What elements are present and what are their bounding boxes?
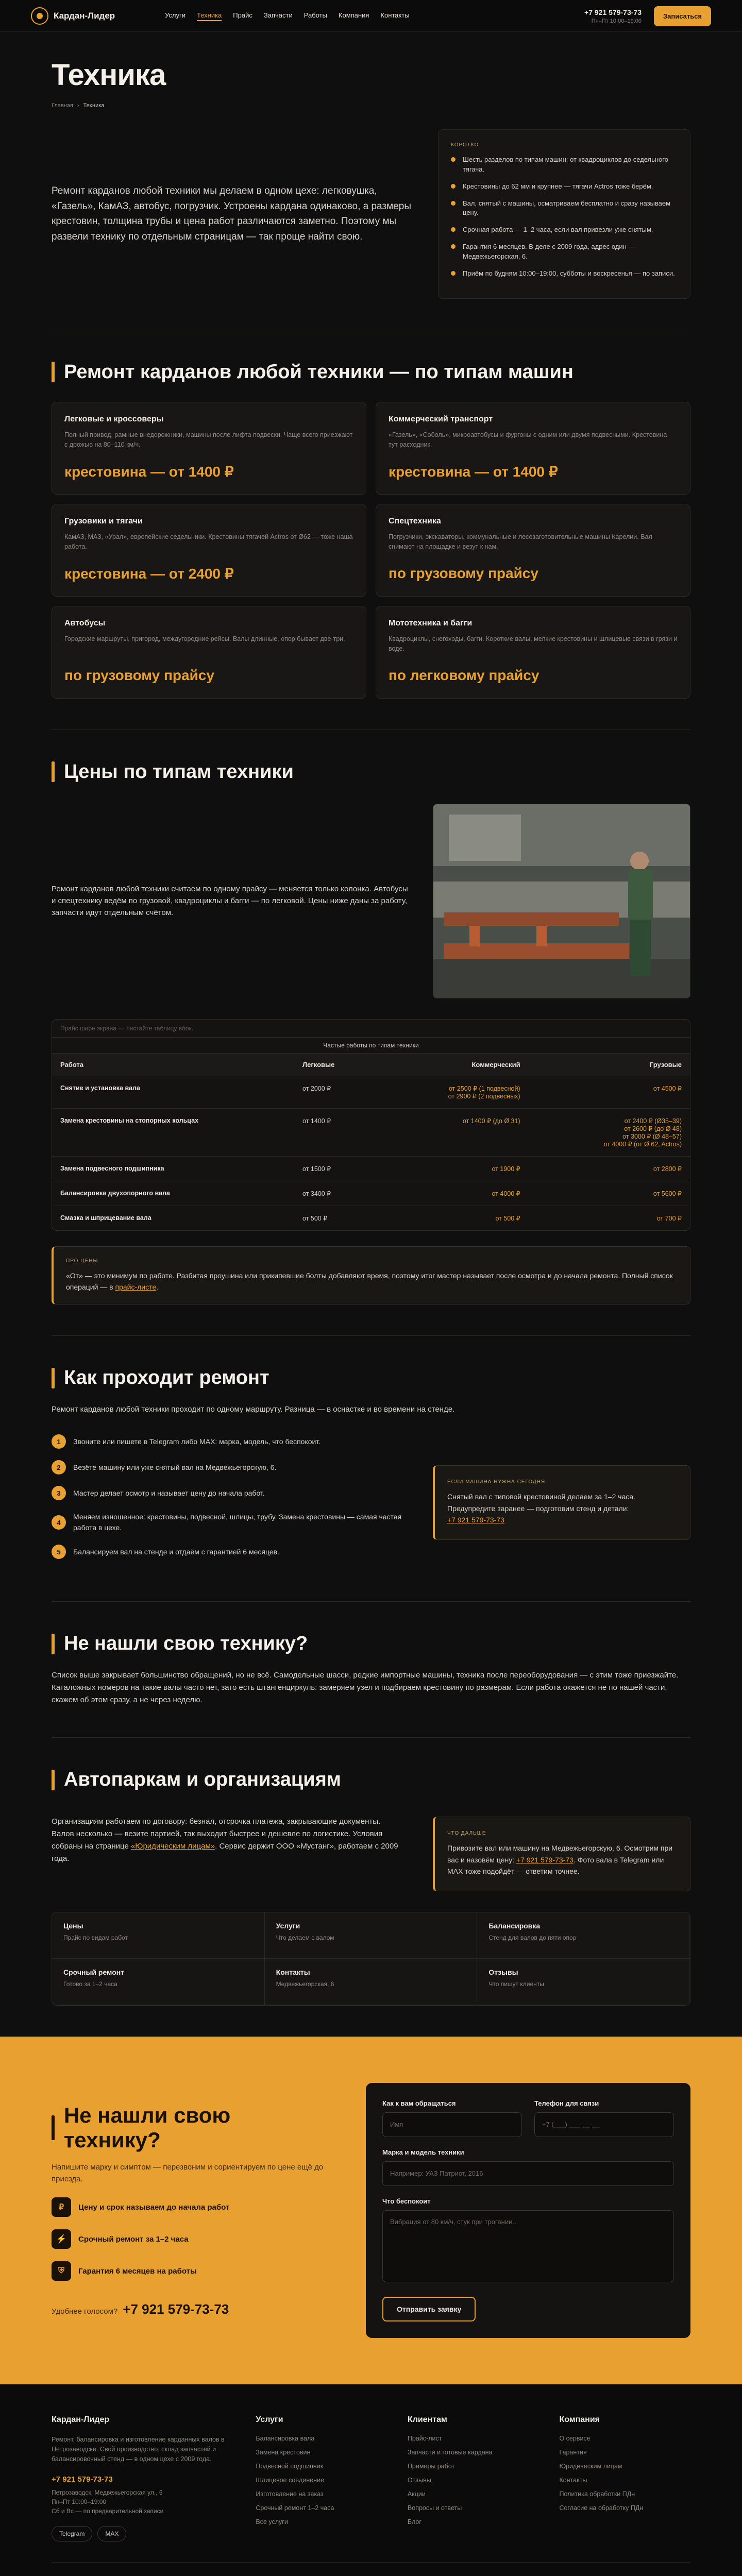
cta-phone[interactable]: +7 921 579-73-73 (123, 2301, 229, 2317)
footer-link[interactable]: Замена крестовин (256, 2448, 311, 2456)
ruble-icon: ₽ (52, 2197, 71, 2217)
phone-input[interactable]: +7 (___) ___-__-__ (534, 2112, 674, 2137)
nav-item-parts[interactable]: Запчасти (263, 11, 293, 19)
table-header-row (52, 1053, 690, 1076)
notfound-text: Список выше закрывает большинство обращений, но не всё. Самодельные шасси, редкие импортные машины, техника после переоборудования — с этим тоже приезжайте. Каталожных номеров на такие валы часто нет, зато есть штангенциркуль: замеряем узел и подбираем крестовину по размерам. Если работа окажется не по нашей части, скажем об этом сразу, а не через неделю. (52, 1671, 679, 1705)
pricelist-link[interactable]: прайс-листе (115, 1282, 157, 1291)
urgent-box (433, 1465, 690, 1539)
step-number: 5 (52, 1545, 66, 1559)
table-hint: Прайс шире экрана — листайте таблицу вбок. (52, 1020, 690, 1038)
type-card[interactable] (376, 606, 690, 699)
footer-link[interactable]: Все услуги (256, 2518, 288, 2526)
cell-truck: от 700 ₽ (529, 1206, 690, 1230)
name-input[interactable]: Имя (382, 2112, 522, 2137)
max-button[interactable]: MAX (97, 2526, 126, 2541)
cta-title: Не нашли свою технику? (52, 2103, 325, 2153)
type-card[interactable] (376, 402, 690, 495)
price-tip (52, 1246, 690, 1305)
main-nav (165, 11, 584, 21)
cell-work: Снятие и установка вала (52, 1076, 294, 1108)
cell-commercial: от 1900 ₽ (377, 1156, 529, 1181)
brief-item: Приём по будням 10:00–19:00, субботы и воскресенья — по записи. (451, 269, 678, 279)
divider (52, 1737, 690, 1738)
logo-text: Кардан-Лидер (54, 11, 115, 21)
quick-link[interactable]: Контакты Медвежьегорская, 6 (265, 1959, 478, 2005)
repair-intro: Ремонт карданов любой техники проходит по одному маршруту. Разница — в оснастке и во времени на стенде. (52, 1405, 455, 1414)
footer-link[interactable]: Акции (407, 2490, 426, 2498)
nav-item-price[interactable]: Прайс (233, 11, 252, 19)
step-number: 4 (52, 1515, 66, 1530)
workshop-photo-image (433, 804, 690, 998)
header-hours: Пн–Пт 10:00–19:00 (591, 18, 642, 24)
nav-item-services[interactable]: Услуги (165, 11, 185, 19)
cta-section (0, 2037, 742, 2384)
cta-call: Удобнее голосом? +7 921 579-73-73 (52, 2301, 229, 2317)
table-caption: Частые работы по типам техники (323, 1041, 419, 1049)
brief-item: Крестовины до 62 мм и крупнее — тягачи Actros тоже берём. (451, 182, 678, 192)
cell-truck: от 4500 ₽ (529, 1076, 690, 1108)
cta-subtitle: Напишите марку и симптом — перезвоним и сориентируем по цене ещё до приезда. (52, 2163, 324, 2183)
brief-item: Шесть разделов по типам машин: от квадроциклов до седельного тягача. (451, 155, 678, 175)
breadcrumb-current: Техника (83, 103, 105, 109)
type-card-price: крестовина — от 1400 ₽ (389, 463, 558, 480)
request-form (366, 2083, 690, 2338)
footer-desc: Ремонт, балансировка и изготовление карданных валов в Петрозаводске. Свой производство, склад запчастей и балансировочный стенд — в одном цехе с 2009 года. (52, 2435, 225, 2463)
model-label: Марка и модель техники (382, 2148, 464, 2156)
quick-link[interactable]: Услуги Что делаем с валом (265, 1912, 478, 1959)
urgent-label: ЕСЛИ МАШИНА НУЖНА СЕГОДНЯ (447, 1479, 546, 1485)
footer-phone[interactable]: +7 921 579-73-73 (52, 2475, 113, 2484)
footer-address: Петрозаводск, Медвежьегорская ул., 6 Пн–Пт 10:00–19:00 Сб и Вс — по предварительной записи (52, 2488, 164, 2515)
col-header: Коммерческий (377, 1053, 529, 1076)
cell-light: от 500 ₽ (294, 1206, 377, 1230)
type-card-title: Легковые и кроссоверы (64, 414, 164, 423)
quick-link[interactable]: Балансировка Стенд для валов до пяти опор (477, 1912, 690, 1959)
type-card-price: крестовина — от 2400 ₽ (64, 565, 234, 582)
repair-step: 5 Балансируем вал на стенде и отдаём с гарантией 6 месяцев. (52, 1545, 402, 1559)
col-header: Легковые (294, 1053, 377, 1076)
footer-link[interactable]: Отзывы (407, 2476, 431, 2484)
brief-item: Вал, снятый с машины, осматриваем бесплатно и сразу называем цену. (451, 199, 678, 218)
step-number: 2 (52, 1460, 66, 1475)
quick-link[interactable]: Отзывы Что пишут клиенты (477, 1959, 690, 2005)
cell-commercial: от 4000 ₽ (377, 1181, 529, 1206)
urgent-phone-link[interactable]: +7 921 579-73-73 (447, 1516, 504, 1524)
footer-link[interactable]: Гарантия (559, 2448, 587, 2456)
footer-link[interactable]: Прайс-лист (407, 2434, 442, 2442)
submit-button[interactable]: Отправить заявку (382, 2297, 476, 2321)
cta-feature: ₽ Цену и срок называем до начала работ (52, 2197, 325, 2217)
cell-light: от 1500 ₽ (294, 1156, 377, 1181)
repair-step: 1 Звоните или пишете в Telegram либо MAX: марка, модель, что беспокоит. (52, 1434, 402, 1449)
breadcrumb-home[interactable]: Главная (52, 103, 73, 109)
breadcrumb (52, 103, 690, 109)
type-card-price: по грузовому прайсу (389, 565, 538, 581)
next-box (433, 1817, 690, 1891)
shield-icon: ⛨ (52, 2261, 71, 2281)
footer-link[interactable]: Политика обработки ПДн (559, 2490, 635, 2498)
type-card-desc: Квадроциклы, снегоходы, багги. Короткие валы, мелкие крестовины и шлицевые связи в грязи и воде. (389, 635, 678, 652)
next-phone-link[interactable]: +7 921 579-73-73 (516, 1855, 574, 1864)
issue-textarea[interactable]: Вибрация от 80 км/ч, стук при трогании... (382, 2210, 674, 2282)
nav-item-contacts[interactable]: Контакты (380, 11, 410, 19)
page-title: Техника (52, 58, 166, 92)
types-grid (52, 402, 690, 699)
repair-step: 3 Мастер делает осмотр и называет цену до начала работ. (52, 1486, 402, 1500)
repair-step: 2 Везёте машину или уже снятый вал на Медвежьегорскую, 6. (52, 1460, 402, 1475)
logo[interactable] (31, 7, 134, 25)
table-row (52, 1108, 690, 1156)
legal-link[interactable]: «Юридическим лицам» (130, 1842, 215, 1851)
cell-work: Замена подвесного подшипника (52, 1156, 294, 1181)
footer-link[interactable]: Запчасти и готовые кардана (407, 2448, 493, 2456)
quick-links-grid (52, 1912, 690, 2006)
footer-link[interactable]: О сервисе (559, 2434, 591, 2442)
type-card[interactable] (376, 504, 690, 597)
type-card-title: Автобусы (64, 618, 106, 628)
cta-feature: ⚡ Срочный ремонт за 1–2 часа (52, 2229, 325, 2249)
cta-feature: ⛨ Гарантия 6 месяцев на работы (52, 2261, 325, 2281)
type-card-desc: Погрузчики, экскаваторы, коммунальные и лесозаготовительные машины Карелии. Вал снимают на площадке и везут к нам. (389, 533, 652, 550)
cell-commercial: от 2500 ₽ (1 подвесной) от 2900 ₽ (2 подвесных) (377, 1076, 529, 1108)
orgs-text: Организациям работаем по договору: безнал, отсрочка платежа, закрывающие документы. Валов несколько — везите партией, так выходит быстрее и дешевле по логистике. Условия собраны на странице «Юридическим лицам». Сервис держит ООО «Мустанг», работаем с 2009 года. (52, 1817, 398, 1863)
footer-legal (52, 2562, 690, 2576)
type-card[interactable] (52, 402, 366, 495)
cell-light: от 2000 ₽ (294, 1076, 377, 1108)
next-label: ЧТО ДАЛЬШЕ (447, 1831, 486, 1837)
nav-item-works[interactable]: Работы (303, 11, 327, 19)
hero-text: Ремонт карданов любой техники мы делаем в одном цехе: легковушка, «Газель», КамАЗ, автобус, погрузчик. Устроены кардана одинаково, а размеры крестовин, толщина трубы и цена работ различаются заметно. Поэтому мы развели технику по отдельным страницам — так проще найти свою. (52, 185, 411, 242)
type-card-desc: КамАЗ, МАЗ, «Урал», европейские седельники. Крестовины тягачей Actros от Ø62 — тоже наша работа. (64, 533, 353, 550)
type-card-price: по легковому прайсу (389, 667, 539, 683)
footer-col-company: Компания О сервисе Гарантия Юридическим лицам Контакты Политика обработки ПДн Согласие на обработку ПДн (559, 2415, 690, 2541)
lightning-icon: ⚡ (52, 2229, 71, 2249)
type-card-title: Спецтехника (389, 516, 441, 526)
section-title-prices: Цены по типам техники (52, 761, 690, 783)
logo-icon (31, 7, 48, 25)
col-header: Работа (52, 1053, 294, 1076)
cell-work: Балансировка двухопорного вала (52, 1181, 294, 1206)
urgent-text: Снятый вал с типовой крестовиной делаем за 1–2 часа. Предупредите заранее — подготовим стенд и детали: +7 921 579-73-73 (447, 1493, 636, 1524)
table-row (52, 1156, 690, 1181)
cell-commercial: от 500 ₽ (377, 1206, 529, 1230)
footer-col-clients: Клиентам Прайс-лист Запчасти и готовые кардана Примеры работ Отзывы Акции Вопросы и ответы Блог (408, 2415, 539, 2541)
type-card-price: по грузовому прайсу (64, 667, 214, 683)
cell-truck: от 2800 ₽ (529, 1156, 690, 1181)
cell-light: от 3400 ₽ (294, 1181, 377, 1206)
type-card[interactable] (52, 504, 366, 597)
section-title-notfound: Не нашли свою технику? (52, 1633, 690, 1655)
footer-link[interactable]: Подвесной подшипник (256, 2462, 324, 2470)
breadcrumb-separator: › (77, 103, 79, 109)
repair-step: 4 Меняем изношенное: крестовины, подвесной, шлицы, трубу. Замена крестовины — самая частая работа в цехе. (52, 1512, 402, 1533)
workshop-photo (433, 804, 690, 998)
section-title-repair: Как проходит ремонт (52, 1367, 690, 1389)
footer-link[interactable]: Срочный ремонт 1–2 часа (256, 2504, 334, 2512)
col-header: Грузовые (529, 1053, 690, 1076)
header-phone[interactable]: +7 921 579-73-73 (584, 8, 642, 16)
footer-link[interactable]: Балансировка вала (256, 2434, 315, 2442)
quick-link[interactable]: Цены Прайс по видам работ (52, 1912, 265, 1959)
next-text: Привозите вал или машину на Медвежьегорскую, 6. Осмотрим при вас и назовём цену: +7 921 579-73-73. Фото вала в Telegram или MAX тоже подойдёт — ответим точнее. (447, 1844, 673, 1876)
brief-item: Гарантия 6 месяцев. В деле с 2009 года, адрес один — Медвежьегорская, 6. (451, 242, 678, 262)
footer-link[interactable]: Шлицевое соединение (256, 2476, 324, 2484)
type-card-title: Коммерческий транспорт (389, 414, 493, 423)
footer-link[interactable]: Согласие на обработку ПДн (559, 2504, 644, 2512)
tip-label: ПРО ЦЕНЫ (66, 1258, 98, 1264)
type-card-desc: Городские маршруты, пригород, междугородние рейсы. Валы длинные, опор бывает две-три. (64, 635, 345, 642)
type-card-title: Грузовики и тягачи (64, 516, 143, 526)
prices-text: Ремонт карданов любой техники считаем по одному прайсу — меняется только колонка. Автобусы и спецтехнику ведём по грузовой, квадроциклы и багги — по легковой. Цены ниже даны за работу, запчасти идут отдельным счётом. (52, 884, 408, 918)
cell-light: от 1400 ₽ (294, 1108, 377, 1156)
site-footer (0, 2384, 742, 2576)
type-card[interactable] (52, 606, 366, 699)
footer-link[interactable]: Изготовление на заказ (256, 2490, 324, 2498)
cell-work: Смазка и шприцевание вала (52, 1206, 294, 1230)
footer-link[interactable]: Блог (407, 2518, 421, 2526)
step-number: 1 (52, 1434, 66, 1449)
site-header (0, 0, 742, 32)
type-card-desc: «Газель», «Соболь», микроавтобусы и фургоны с одним или двумя подвесными. Крестовина тут расходник. (389, 431, 667, 448)
cell-work: Замена крестовины на стопорных кольцах (52, 1108, 294, 1156)
brief-box (438, 129, 690, 299)
header-contacts (584, 8, 642, 24)
type-card-title: Мототехника и багги (389, 618, 473, 628)
model-input[interactable]: Например: УАЗ Патриот, 2016 (382, 2161, 674, 2186)
tip-text: «От» — это минимум по работе. Разбитая проушина или прикипевшие болты добавляют время, поэтому итог мастер называет после осмотра и до начала ремонта. Полный список операций — в прайс-листе. (66, 1271, 673, 1291)
footer-link[interactable]: Контакты (559, 2476, 587, 2484)
section-title-types: Ремонт карданов любой техники — по типам машин (52, 361, 690, 383)
signup-button[interactable]: Записаться (654, 6, 711, 26)
table-row (52, 1206, 690, 1230)
divider (52, 1335, 690, 1336)
repair-steps (52, 1434, 402, 1570)
telegram-button[interactable]: Telegram (52, 2526, 92, 2541)
name-label: Как к вам обращаться (382, 2099, 456, 2107)
footer-col-services: Услуги Балансировка вала Замена крестовин Подвесной подшипник Шлицевое соединение Изготовление на заказ Срочный ремонт 1–2 часа Все услуги (256, 2415, 387, 2541)
divider (52, 1601, 690, 1602)
footer-link[interactable]: Вопросы и ответы (407, 2504, 462, 2512)
type-card-desc: Полный привод, рамные внедорожники, машины после лифта подвески. Чаще всего приезжают с дрожью на 80–110 км/ч. (64, 431, 353, 448)
cell-truck: от 5600 ₽ (529, 1181, 690, 1206)
type-card-price: крестовина — от 1400 ₽ (64, 463, 234, 480)
brief-label: КОРОТКО (451, 142, 479, 148)
quick-link[interactable]: Срочный ремонт Готово за 1–2 часа (52, 1959, 265, 2005)
footer-link[interactable]: Примеры работ (407, 2462, 455, 2470)
section-title-orgs: Автопаркам и организациям (52, 1769, 690, 1791)
footer-link[interactable]: Юридическим лицам (559, 2462, 622, 2470)
issue-label: Что беспокоит (382, 2197, 431, 2205)
nav-item-tech[interactable]: Техника (197, 11, 222, 21)
table-row (52, 1076, 690, 1108)
cell-commercial: от 1400 ₽ (до Ø 31) (377, 1108, 529, 1156)
step-number: 3 (52, 1486, 66, 1500)
phone-label: Телефон для связи (534, 2099, 599, 2107)
table-row (52, 1181, 690, 1206)
brief-item: Срочная работа — 1–2 часа, если вал привезли уже снятым. (451, 225, 678, 235)
cell-truck: от 2400 ₽ (Ø35–39) от 2600 ₽ (до Ø 48) от 3000 ₽ (Ø 48–57) от 4000 ₽ (от Ø 62, Actros) (529, 1108, 690, 1156)
price-table[interactable] (52, 1019, 690, 1231)
footer-brand: Кардан-Лидер (52, 2415, 110, 2424)
nav-item-company[interactable]: Компания (338, 11, 369, 19)
